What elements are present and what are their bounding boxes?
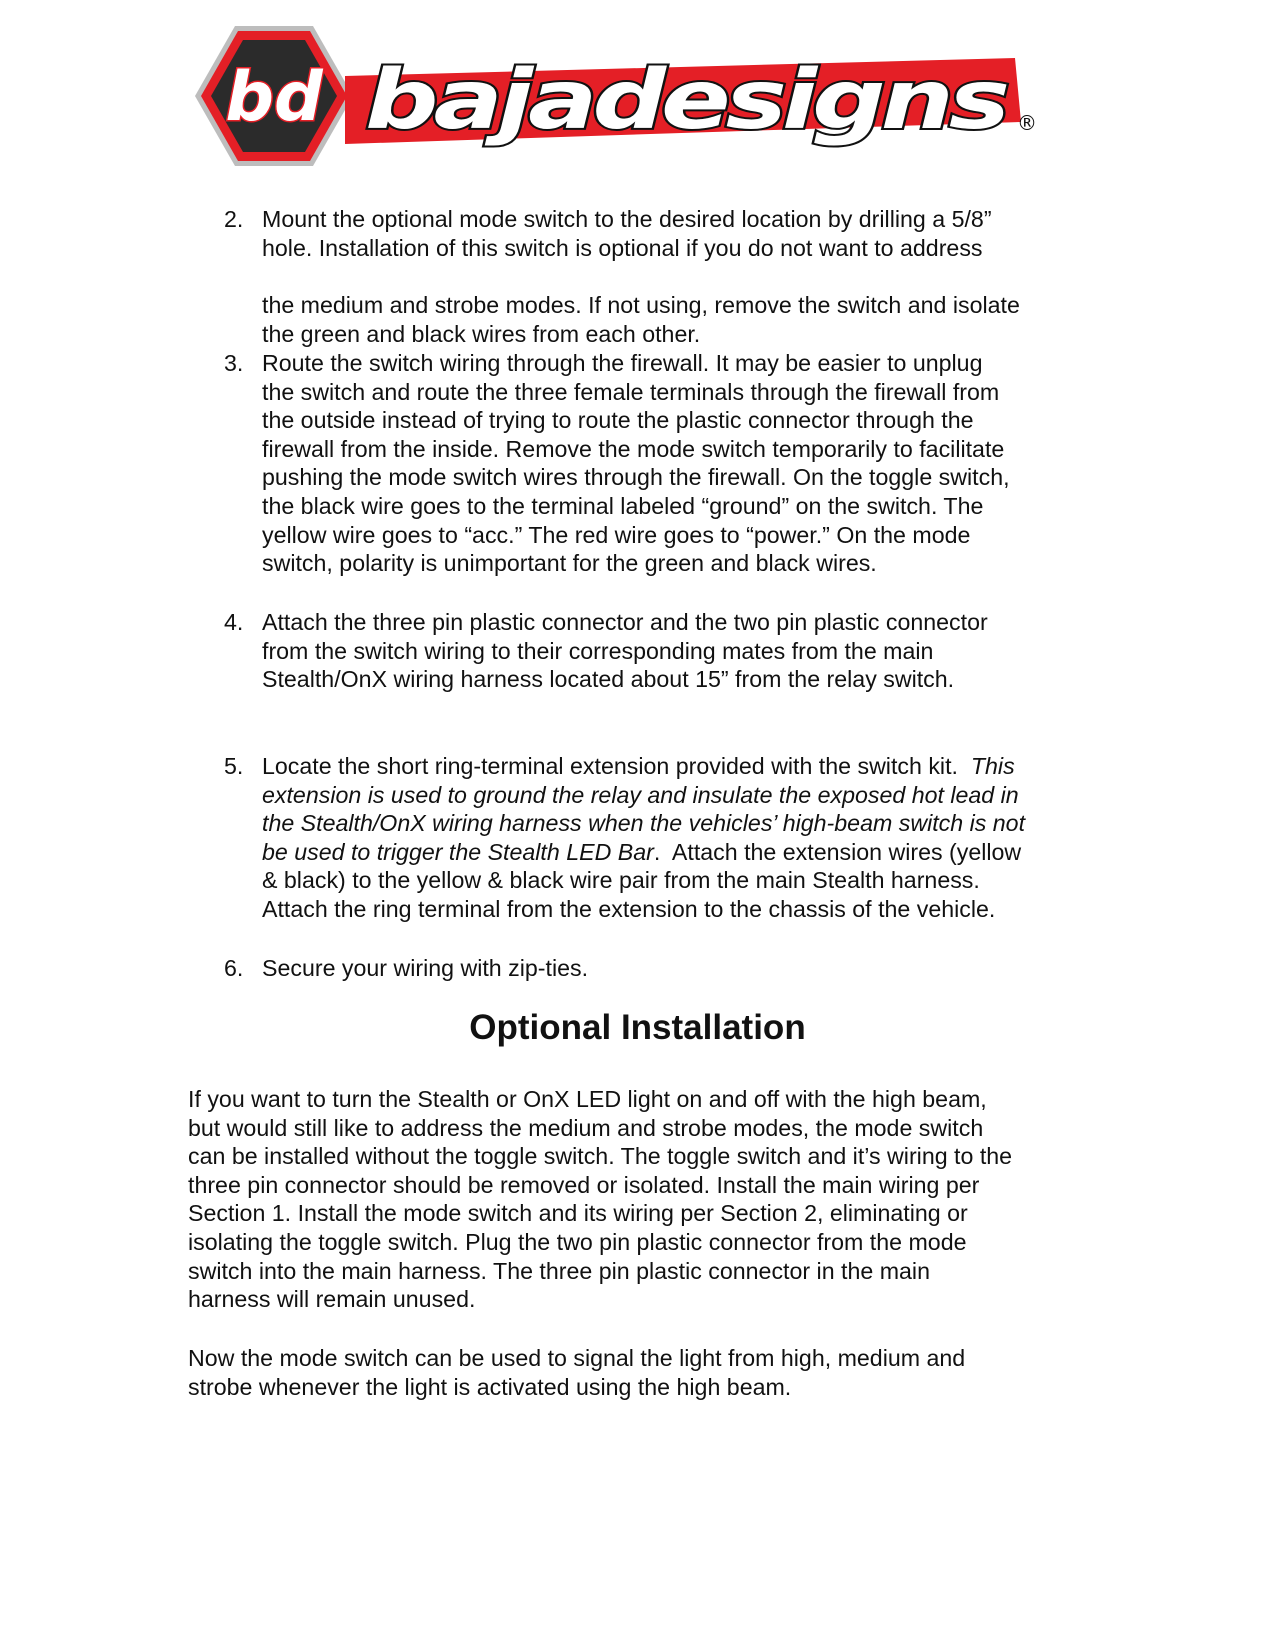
paragraph-line: If you want to turn the Stealth or OnX LED light on and off with the high beam,	[188, 1086, 987, 1112]
registered-mark: ®	[1017, 111, 1037, 135]
paragraph-line: can be installed without the toggle switch. The toggle switch and it’s wiring to the	[188, 1143, 1013, 1170]
baja-designs-logo	[195, 24, 1095, 184]
paragraph-line: Section 1. Install the mode switch and its wiring per Section 2, eliminating or	[188, 1200, 968, 1227]
step-number: 3.	[224, 350, 244, 376]
step-line: from the switch wiring to their corresponding mates from the main	[262, 637, 934, 664]
paragraph-optional-install	[188, 1085, 1088, 1314]
paragraph-line: switch into the main harness. The three pin plastic connector in the main	[188, 1257, 930, 1284]
step-line: the outside instead of trying to route the plastic connector through the	[262, 407, 974, 434]
paragraph-mode-switch	[188, 1344, 1088, 1401]
step-italic-line: extension is used to ground the relay and insulate the exposed hot lead in	[262, 781, 1019, 808]
logo-wordmark: bajadesigns	[365, 53, 1007, 148]
step-line: Secure your wiring with zip-ties.	[262, 955, 589, 981]
step-number: 2.	[224, 206, 244, 232]
step-number: 6.	[224, 955, 244, 981]
bd-hexagon-icon	[195, 26, 353, 166]
step-italic-line: the Stealth/OnX wiring harness when the vehicles’ high-beam switch is not	[262, 810, 1026, 837]
step-line: firewall from the inside. Remove the mode switch temporarily to facilitate	[262, 435, 1005, 462]
step-line-italic: This	[970, 753, 1015, 779]
step-line-italic: be used to trigger the Stealth LED Bar	[262, 838, 654, 865]
paragraph-line: strobe whenever the light is activated using the high beam.	[188, 1373, 792, 1400]
step-line-plain: . Attach the extension wires (yellow	[653, 838, 1022, 865]
step-line: pushing the mode switch wires through the firewall. On the toggle switch,	[262, 464, 1010, 491]
logo-monogram: bd	[225, 58, 323, 137]
step-line: Mount the optional mode switch to the desired location by drilling a 5/8”	[262, 206, 992, 232]
step-number: 5.	[224, 753, 244, 779]
paragraph-line: harness will remain unused.	[188, 1286, 476, 1313]
step-line: & black) to the yellow & black wire pair from the main Stealth harness.	[262, 867, 980, 894]
paragraph-line: Now the mode switch can be used to signal the light from high, medium and	[188, 1345, 966, 1371]
step-line: switch, polarity is unimportant for the green and black wires.	[262, 550, 877, 577]
step-line: the black wire goes to the terminal labeled “ground” on the switch. The	[262, 492, 984, 519]
paragraph-line: but would still like to address the medium and strobe modes, the mode switch	[188, 1114, 984, 1141]
step-number: 4.	[224, 609, 244, 635]
paragraph-line: isolating the toggle switch. Plug the two pin plastic connector from the mode	[188, 1228, 967, 1255]
step-line: Route the switch wiring through the firewall. It may be easier to unplug	[262, 350, 983, 376]
step-line: the green and black wires from each other.	[262, 320, 701, 347]
step-line: the medium and strobe modes. If not using, remove the switch and isolate	[262, 292, 1020, 319]
step-line: Attach the three pin plastic connector and the two pin plastic connector	[262, 609, 988, 635]
step-line: the switch and route the three female terminals through the firewall from	[262, 378, 1000, 405]
step-line: hole. Installation of this switch is optional if you do not want to address	[262, 234, 983, 261]
paragraph-line: three pin connector should be removed or isolated. Install the main wiring per	[188, 1171, 980, 1198]
step-line: Stealth/OnX wiring harness located about 15” from the relay switch.	[262, 666, 955, 693]
section-heading: Optional Installation	[469, 1008, 806, 1047]
step-line: Attach the ring terminal from the extension to the chassis of the vehicle.	[262, 895, 996, 922]
step-line-plain: Locate the short ring-terminal extension provided with the switch kit.	[262, 753, 971, 779]
step-line: yellow wire goes to “acc.” The red wire goes to “power.” On the mode	[262, 521, 971, 548]
bajadesigns-wordmark	[345, 53, 1037, 148]
